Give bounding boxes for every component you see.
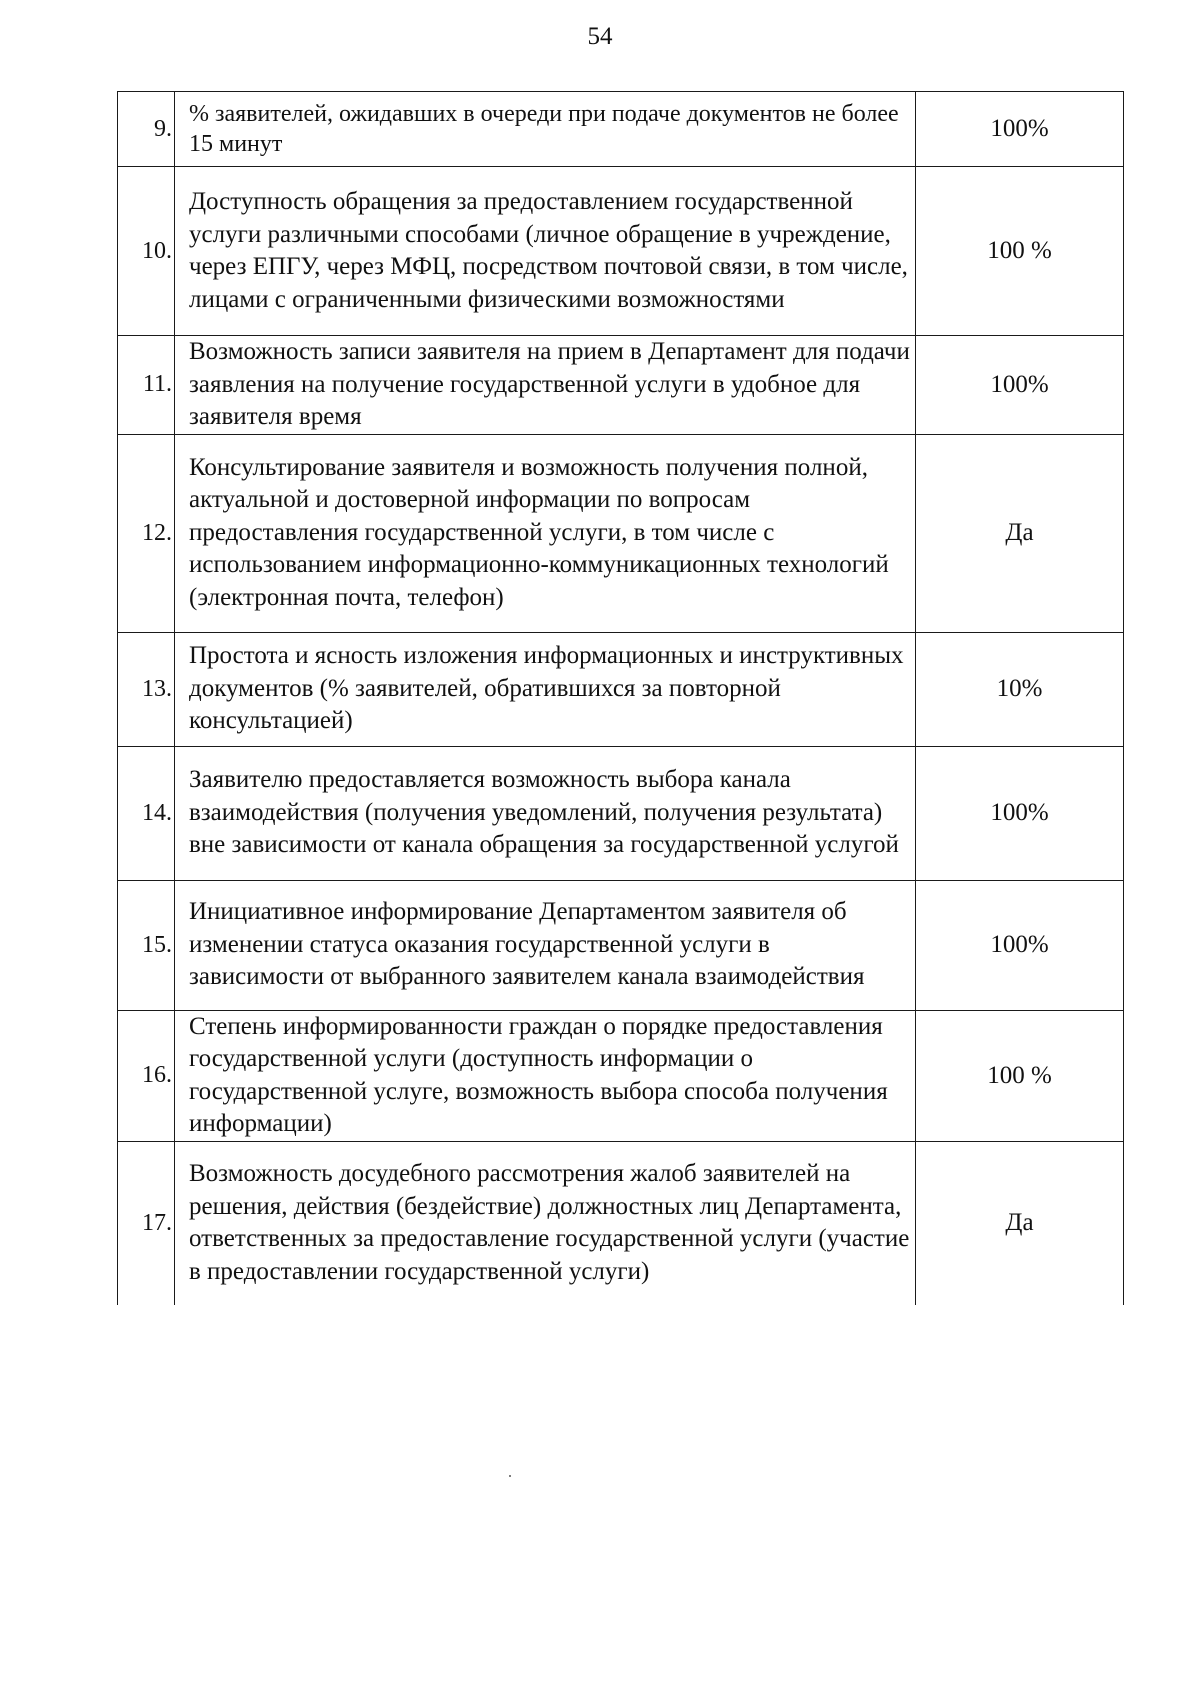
row-description: Заявителю предоставляется возможность выбора канала взаимодействия (получения уведомлений, получения результата) вне зависимости от канала обращения за государственной услугой: [175, 746, 916, 880]
row-description: Возможность досудебного рассмотрения жалоб заявителей на решения, действия (бездействие) должностных лиц Департамента, ответственных за предоставление государственной услуги (участие в предоставлении государственной услуги): [175, 1141, 916, 1305]
row-description: Консультирование заявителя и возможность получения полной, актуальной и достоверной информации по вопросам предоставления государственной услуги, в том числе с использованием информационно-коммуникационных технологий (электронная почта, телефон): [175, 434, 916, 632]
table-row: [118, 434, 1124, 632]
table-row: [118, 632, 1124, 746]
row-value: Да: [916, 1141, 1124, 1305]
row-description: Простота и ясность изложения информационных и инструктивных документов (% заявителей, обратившихся за повторной консультацией): [175, 632, 916, 746]
table-row: [118, 336, 1124, 435]
table-row: [118, 1010, 1124, 1141]
row-number: 16.: [118, 1010, 175, 1141]
table-row: [118, 92, 1124, 167]
row-value: Да: [916, 434, 1124, 632]
table-row: [118, 167, 1124, 336]
indicators-table: [117, 91, 1124, 1305]
scan-speck: [509, 1475, 511, 1477]
row-number: 10.: [118, 167, 175, 336]
row-description: Степень информированности граждан о порядке предоставления государственной услуги (доступность информации о государственной услуге, возможность выбора способа получения информации): [175, 1010, 916, 1141]
row-number: 15.: [118, 880, 175, 1010]
row-number: 17.: [118, 1141, 175, 1305]
row-value: 10%: [916, 632, 1124, 746]
row-number: 12.: [118, 434, 175, 632]
row-number: 13.: [118, 632, 175, 746]
row-value: 100%: [916, 92, 1124, 167]
row-value: 100 %: [916, 167, 1124, 336]
table-row: [118, 1141, 1124, 1305]
row-value: 100%: [916, 336, 1124, 435]
table-row: [118, 880, 1124, 1010]
row-description: Доступность обращения за предоставлением государственной услуги различными способами (личное обращение в учреждение, через ЕПГУ, через МФЦ, посредством почтовой связи, в том числе, лицами с ограниченными физическими возможностями: [175, 167, 916, 336]
row-description: Возможность записи заявителя на прием в Департамент для подачи заявления на получение государственной услуги в удобное для заявителя время: [175, 336, 916, 435]
row-value: 100%: [916, 880, 1124, 1010]
row-number: 14.: [118, 746, 175, 880]
row-number: 11.: [118, 336, 175, 435]
row-value: 100 %: [916, 1010, 1124, 1141]
page-number: 54: [587, 23, 613, 50]
table-row: [118, 746, 1124, 880]
row-description: Инициативное информирование Департаментом заявителя об изменении статуса оказания государственной услуги в зависимости от выбранного заявителем канала взаимодействия: [175, 880, 916, 1010]
row-description: % заявителей, ожидавших в очереди при подаче документов не более 15 минут: [175, 92, 916, 167]
row-number: 9.: [118, 92, 175, 167]
row-value: 100%: [916, 746, 1124, 880]
